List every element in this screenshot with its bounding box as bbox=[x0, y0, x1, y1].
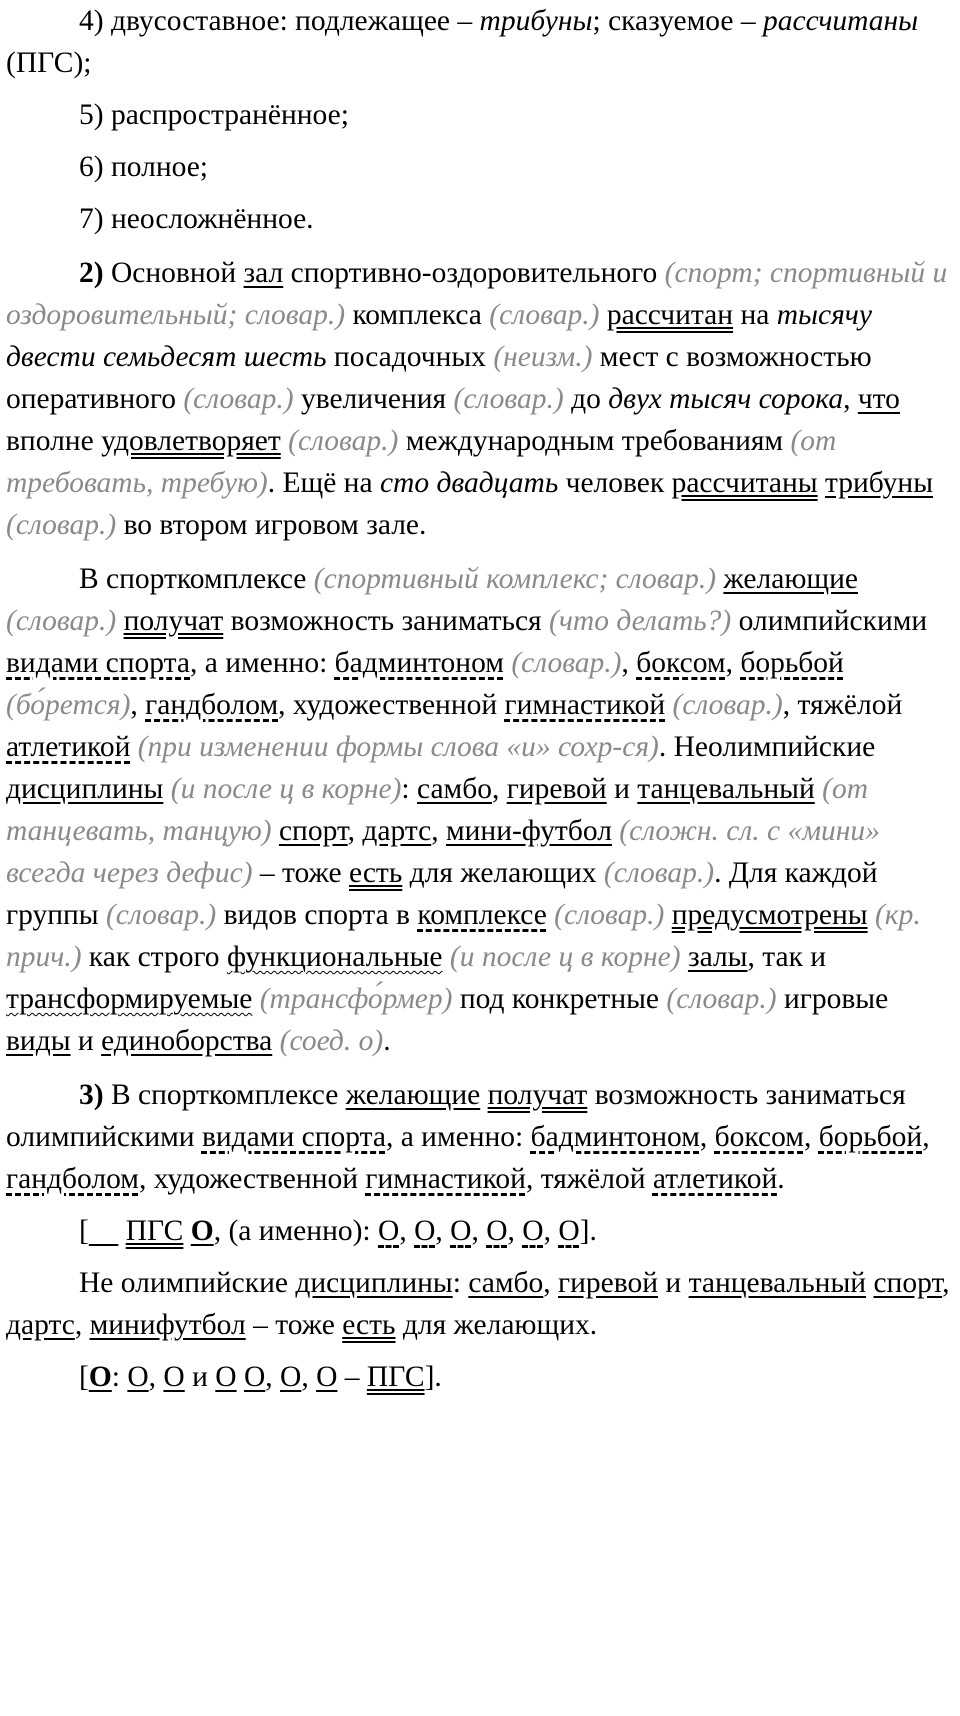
section-marker: 2) bbox=[79, 257, 104, 289]
list-item-4: 4) двусоставное: подлежащее – трибуны; сказуемое – рассчитаны (ПГС); bbox=[6, 5, 919, 79]
list-item-6: 6) полное; bbox=[79, 151, 209, 183]
list-item-7: 7) неосложнённое. bbox=[79, 203, 314, 235]
section-3-sentence-2: Не олимпийские дисциплины: самбо, гиревой и танцевальный спорт, дартс, минифутбол – тоже есть для желающих. bbox=[6, 1267, 950, 1341]
section-marker: 3) bbox=[79, 1079, 104, 1111]
list-item-5: 5) распространённое; bbox=[79, 99, 349, 131]
section-3-sentence-1: 3) В спорткомплексе желающие получат возможность заниматься олимпийскими видами спорта, а именно: бадминтоном, боксом, борьбой, гандболом, художественной гимнастикой, тяжёлой атлетикой. bbox=[6, 1079, 930, 1195]
section-3-scheme-1: [ ПГС О, (а именно): О, О, О, О, О, О]. bbox=[79, 1215, 597, 1247]
section-2: 2) Основной зал спортивно-оздоровительного (спорт; спортивный и оздоровительный; словар.) комплекса (словар.) рассчитан на тысячу двести семьдесят шесть посадочных (неизм.) мест с возможностью оперативного (словар.) увеличения (словар.) до двух тысяч сорока, что вполне удовлетворяет (словар.) международным требованиям (от требовать, требую). Ещё на сто двадцать человек рассчитаны трибуны (словар.) во втором игровом зале. bbox=[6, 257, 948, 541]
section-3-scheme-2: [О: О, О и О О, О, О – ПГС]. bbox=[79, 1361, 442, 1393]
paragraph-sport: В спорткомплексе (спортивный комплекс; словар.) желающие (словар.) получат возможность заниматься (что делать?) олимпийскими видами спорта, а именно: бадминтоном (словар.), боксом, борьбой (бо́рется), гандболом, художественной гимнастикой (словар.), тяжёлой атлетикой (при изменении формы слова «и» сохр-ся). Неолимпийские дисциплины (и после ц в корне): самбо, гиревой и танцевальный (от танцевать, танцую) спорт, дартс, мини-футбол (сложн. сл. с «мини» всегда через дефис) – тоже есть для желающих (словар.). Для каждой группы (словар.) видов спорта в комплексе (словар.) предусмотрены (кр. прич.) как строго функциональные (и после ц в корне) залы, так и трансформируемые (трансфо́рмер) под конкретные (словар.) игровые виды и единоборства (соед. о). bbox=[6, 563, 928, 1057]
